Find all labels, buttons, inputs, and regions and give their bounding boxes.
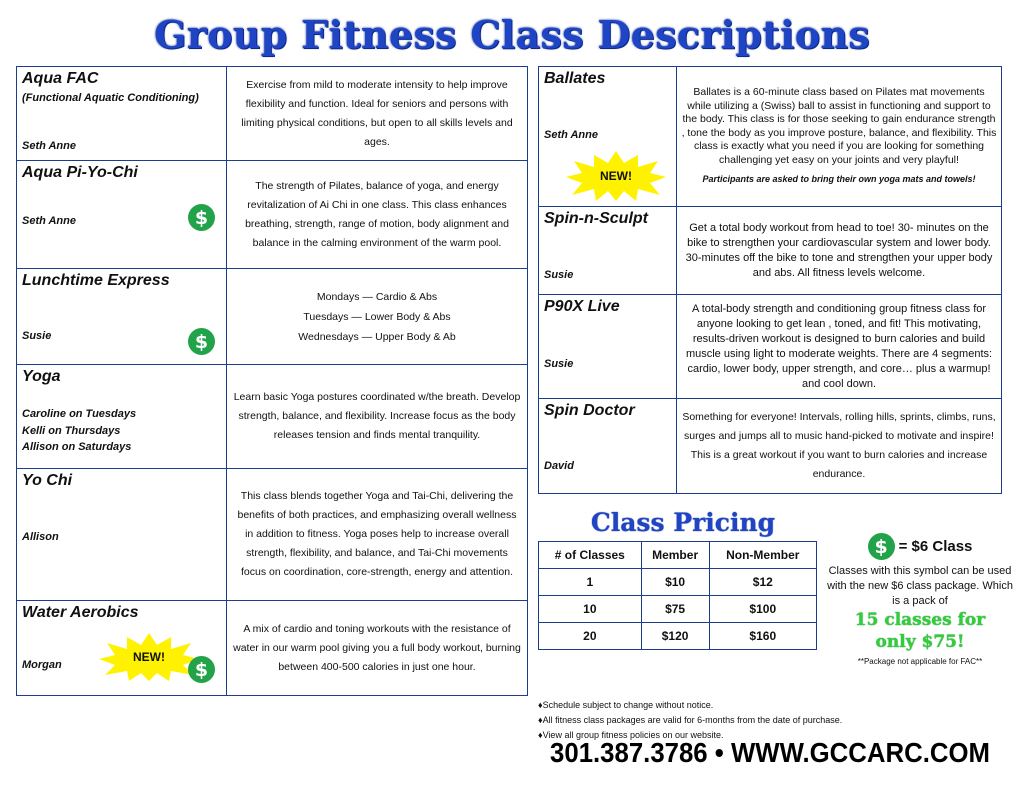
- pricing-header: Member: [641, 542, 709, 569]
- pricing-cell: 1: [539, 569, 642, 596]
- class-instructor: Seth Anne: [544, 129, 598, 141]
- pricing-header: Non-Member: [709, 542, 816, 569]
- class-row-aqua-fac: [17, 67, 527, 161]
- class-row-lunchtime-express: [17, 269, 527, 365]
- class-name: Aqua FAC: [22, 70, 99, 87]
- symbol-label: = $6 Class: [898, 538, 973, 555]
- class-note: Participants are asked to bring their own yoga mats and towels!: [702, 174, 976, 185]
- class-subtitle: (Functional Aquatic Conditioning): [22, 92, 199, 104]
- class-row-spin-doctor: [539, 399, 1001, 493]
- note-item: ♦View all group fitness policies on our website.: [538, 730, 724, 740]
- class-name: Lunchtime Express: [22, 272, 170, 289]
- class-description: This class blends together Yoga and Tai-Chi, delivering the benefits of both practices, and emphasizing overall wellness in addition to fitness. Yoga poses help to increase overall strength, flexibility, and balance, and Tai-Chi movements focus on coordination, core-strength, energy and attention.: [237, 490, 517, 578]
- class-name: Spin Doctor: [544, 402, 635, 419]
- pricing-cell: $100: [709, 596, 816, 623]
- class-row-yoga: [17, 365, 527, 469]
- promo-text: Classes with this symbol can be used with the new $6 class package. Which is a pack of: [827, 565, 1013, 607]
- class-description: Something for everyone! Intervals, rolling hills, sprints, climbs, runs, surges and jumps all to music hand-picked to motivate and inspire! This is a great workout if you want to burn calories and increase endurance.: [682, 411, 996, 480]
- dollar-icon: $: [188, 328, 215, 355]
- class-name: Yo Chi: [22, 472, 73, 489]
- new-badge-label: NEW!: [133, 650, 165, 664]
- class-instructor: Susie: [544, 358, 574, 370]
- class-description: Ballates is a 60-minute class based on Pilates mat movements while utilizing a (Swiss) ball to assist in functioning and support to the body. This class is for those seeking to gain endurance strength , tone the body as you improve posture, balance, and flexibility. This class is exactly what you need if you are looking for something challenging yet easy on your joints and very playful!: [681, 86, 997, 166]
- dollar-icon: $: [868, 533, 895, 560]
- schedule-line: Wednesdays — Upper Body & Ab: [298, 330, 456, 343]
- page-title: Group Fitness Class Descriptions: [154, 12, 870, 57]
- class-instructor: Kelli on Thursdays: [22, 425, 121, 437]
- class-description: Exercise from mild to moderate intensity to help improve flexibility and function. Ideal for seniors and persons with limiting physical conditions, but open to all skills levels and ages.: [241, 78, 513, 148]
- class-instructor: Susie: [22, 330, 52, 342]
- pricing-row: [539, 596, 817, 623]
- class-description: The strength of Pilates, balance of yoga, and energy revitalization of Ai Chi in one class. This class enhances breathing, strength, range of motion, body alignment and balance in the calming environment of the warm pool.: [245, 179, 509, 249]
- class-description: Get a total body workout from head to toe! 30- minutes on the bike to strengthen your cardiovascular system and lower body. 30-minutes off the bike to tone and strengthen your upper body and abs. All fitness levels welcome.: [685, 221, 993, 279]
- pricing-header: # of Classes: [539, 542, 642, 569]
- class-instructor: David: [544, 460, 574, 472]
- diamond-bullet-icon: ♦: [538, 715, 543, 725]
- schedule-line: Mondays — Cardio & Abs: [316, 290, 438, 303]
- class-name: P90X Live: [544, 298, 620, 315]
- pricing-cell: $120: [641, 623, 709, 650]
- class-instructor: Seth Anne: [22, 140, 76, 152]
- pricing-cell: 10: [539, 596, 642, 623]
- class-instructor: Caroline on Tuesdays: [22, 408, 137, 420]
- pricing-cell: 20: [539, 623, 642, 650]
- pricing-cell: $160: [709, 623, 816, 650]
- class-row-spin-n-sculpt: [539, 207, 1001, 295]
- note-item: ♦All fitness class packages are valid for 6-months from the date of purchase.: [538, 715, 843, 725]
- diamond-bullet-icon: ♦: [538, 700, 543, 710]
- diamond-bullet-icon: ♦: [538, 730, 543, 740]
- right-class-table: [538, 66, 1002, 494]
- new-badge: [99, 633, 199, 681]
- class-name: Water Aerobics: [22, 604, 139, 621]
- pricing-cell: $10: [641, 569, 709, 596]
- note-item: ♦Schedule subject to change without notice.: [538, 700, 714, 710]
- pricing-table: [538, 541, 817, 650]
- pricing-row: [539, 623, 817, 650]
- class-row-aqua-pi-yo-chi: [17, 161, 527, 269]
- class-description: Learn basic Yoga postures coordinated w/the breath. Develop strength, balance, and flexibility. Increase focus as the body releases tension and finds mental tranquility.: [233, 391, 521, 441]
- pricing-header-row: [539, 542, 817, 569]
- class-description: A mix of cardio and toning workouts with the resistance of water in our warm pool giving you a full body workout, burning between 400-500 calories in just one hour.: [233, 622, 521, 673]
- class-name: Spin-n-Sculpt: [544, 210, 648, 227]
- class-name: Yoga: [22, 368, 61, 385]
- dollar-icon: $: [188, 656, 215, 683]
- contact-footer: 301.387.3786 • WWW.GCCARC.COM: [550, 737, 990, 768]
- class-row-water-aerobics: [17, 601, 527, 695]
- class-instructor: Susie: [544, 269, 574, 281]
- class-row-yo-chi: [17, 469, 527, 601]
- class-instructor: Morgan: [22, 659, 62, 671]
- class-name: Aqua Pi-Yo-Chi: [22, 164, 138, 181]
- class-description: A total-body strength and conditioning group fitness class for anyone looking to get lean , toned, and fit! This motivating, results-driven workout is designed to burn calories and build muscle using light to moderate weights. There are 4 segments: cardio, lower body, upper strength, and core… plus a warmup! and cool down.: [685, 302, 993, 390]
- class-package-promo: [822, 533, 1018, 666]
- pricing-cell: $12: [709, 569, 816, 596]
- pricing-title: Class Pricing: [590, 508, 776, 537]
- new-badge-label: NEW!: [600, 169, 632, 183]
- class-name: Ballates: [544, 70, 606, 87]
- left-class-table: [16, 66, 528, 696]
- promo-highlight: 15 classes for: [854, 610, 986, 630]
- schedule-line: Tuesdays — Lower Body & Abs: [303, 310, 451, 323]
- promo-highlight: only $75!: [875, 632, 965, 652]
- class-row-ballates: [539, 67, 1001, 207]
- new-badge: [566, 151, 666, 201]
- dollar-icon: $: [188, 204, 215, 231]
- pricing-row: [539, 569, 817, 596]
- promo-disclaimer: **Package not applicable for FAC**: [857, 657, 983, 666]
- class-instructor: Allison: [22, 531, 59, 543]
- class-instructor: Seth Anne: [22, 215, 76, 227]
- class-row-p90x-live: [539, 295, 1001, 399]
- class-instructor: Allison on Saturdays: [22, 441, 132, 453]
- pricing-cell: $75: [641, 596, 709, 623]
